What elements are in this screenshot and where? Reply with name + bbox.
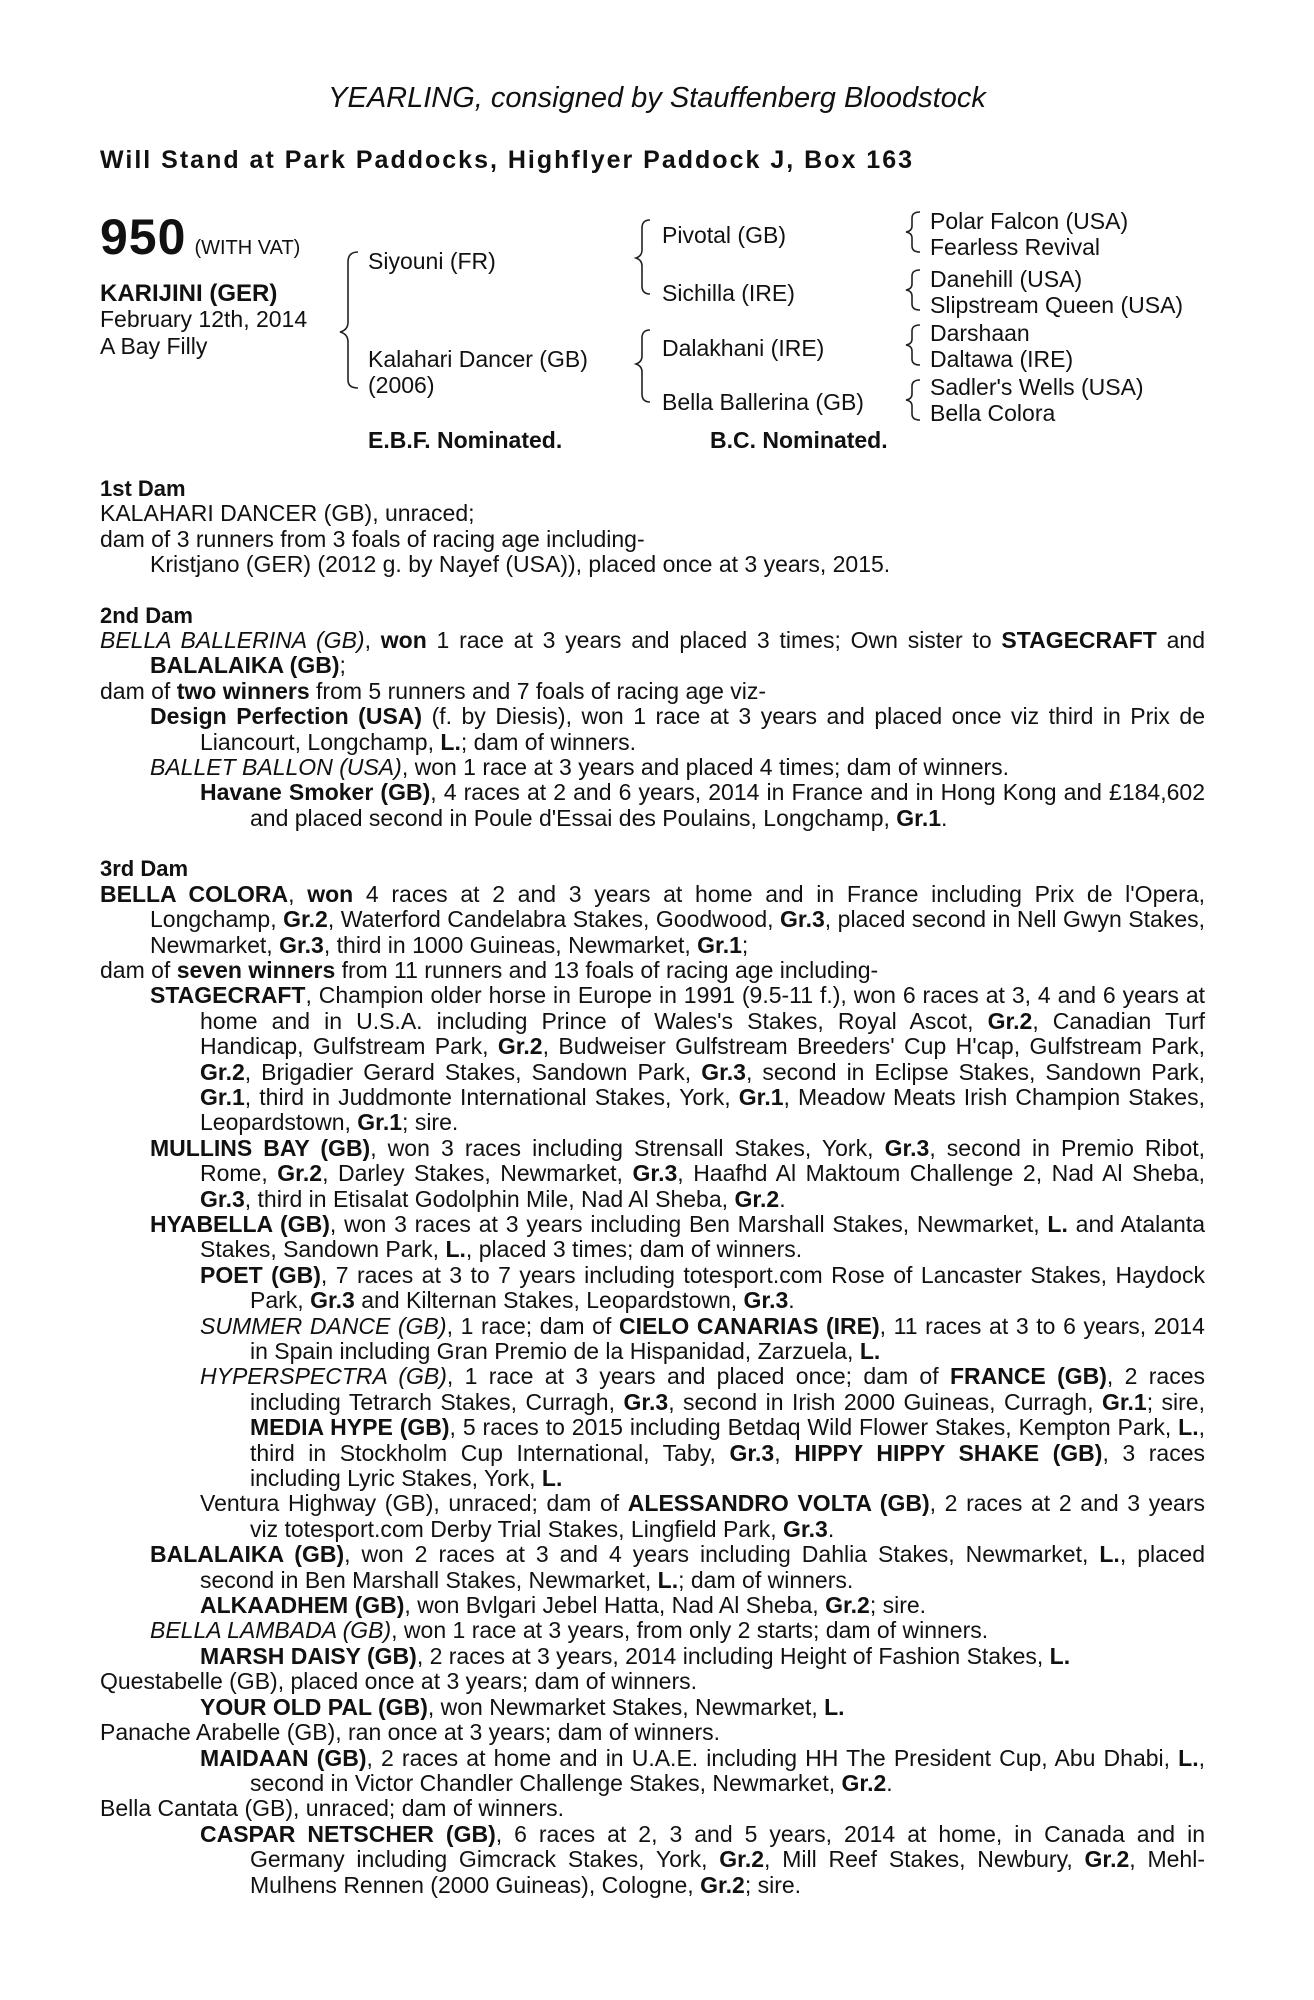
produce-marsh-daisy: MARSH DAISY (GB), 2 races at 3 years, 2014 including Height of Fashion Stakes, L. xyxy=(200,1642,1071,1669)
produce-balalaika: BALALAIKA (GB), won 2 races at 3 and 4 years including Dahlia Stakes, Newmarket, L., placed second in Ben Marshall Stakes, Newmarket, L.; dam of winners. xyxy=(150,1541,1205,1593)
dam-sire-sire: Darshaan xyxy=(930,320,1030,346)
produce-poet: POET (GB), 7 races at 3 to 7 years including totesport.com Rose of Lancaster Stakes, Haydock Park, Gr.3 and Kilternan Stakes, Leopardstown, Gr.3. xyxy=(200,1261,1205,1314)
dam-sire: Dalakhani (IRE) xyxy=(662,335,825,361)
foaling-date: February 12th, 2014 xyxy=(100,306,308,332)
brace-gen3-1 xyxy=(906,212,920,252)
produce-hyperspectra: HYPERSPECTRA (GB), 1 race at 3 years and placed once; dam of FRANCE (GB), 2 races including Tetrarch Stakes, Curragh, Gr.3, second in Irish 2000 Guineas, Curragh, Gr.1; sire, MEDIA HYPE (GB), 5 races to 2015 including Betdaq Wild Flower Stakes, Kempton Park, L., third in Stockholm Cup International, Taby, Gr.3, HIPPY HIPPY SHAKE (GB), 3 races including Lyric Stakes, York, L. xyxy=(200,1363,1205,1492)
lot-number: 950 xyxy=(100,209,187,265)
second-dam-heading: 2nd Dam xyxy=(100,602,193,628)
produce-ventura-highway: Ventura Highway (GB), unraced; dam of ALESSANDRO VOLTA (GB), 2 races at 2 and 3 years viz totesport.com Derby Trial Stakes, Lingfield Park, Gr.3. xyxy=(200,1490,1205,1542)
second-dam-entry: BELLA BALLERINA (GB), won 1 race at 3 years and placed 3 times; Own sister to STAGECRAFT and BALALAIKA (GB); xyxy=(100,627,1206,679)
consignment-line: YEARLING, consigned by Stauffenberg Bloodstock xyxy=(328,82,986,114)
dam-dam-sire: Sadler's Wells (USA) xyxy=(930,374,1144,400)
produce-mullins-bay: MULLINS BAY (GB), won 3 races including Strensall Stakes, York, Gr.3, second in Premio Ribot, Rome, Gr.2, Darley Stakes, Newmarket, Gr.3, Haafhd Al Maktoum Challenge 2, Nad Al Sheba, Gr.3, third in Etisalat Godolphin Mile, Nad Al Sheba, Gr.2. xyxy=(150,1134,1206,1212)
dam-dam: Bella Ballerina (GB) xyxy=(662,389,864,415)
sire-dam-dam: Slipstream Queen (USA) xyxy=(930,292,1184,318)
produce-maidaan: MAIDAAN (GB), 2 races at home and in U.A.E. including HH The President Cup, Abu Dhabi, L., second in Victor Chandler Challenge Stakes, Newmarket, Gr.2. xyxy=(200,1744,1205,1796)
produce-havane-smoker: Havane Smoker (GB), 4 races at 2 and 6 years, 2014 in France and in Hong Kong and £184,602 and placed second in Poule d'Essai des Poulains, Longchamp, Gr.1. xyxy=(200,779,1205,831)
sire-sire: Pivotal (GB) xyxy=(662,222,786,248)
produce-caspar-netscher: CASPAR NETSCHER (GB), 6 races at 2, 3 and 5 years, 2014 at home, in Canada and in Germany including Gimcrack Stakes, York, Gr.2, Mill Reef Stakes, Newbury, Gr.2, Mehl-Mulhens Rennen (2000 Guineas), Cologne, Gr.2; sire. xyxy=(200,1820,1205,1898)
dam-name: Kalahari Dancer (GB) xyxy=(368,346,588,372)
stand-location: Will Stand at Park Paddocks, Highflyer Paddock J, Box 163 xyxy=(100,146,914,174)
first-dam-line: KALAHARI DANCER (GB), unraced; xyxy=(100,500,475,527)
brace-gen1 xyxy=(340,252,358,388)
produce-bella-cantata: Bella Cantata (GB), unraced; dam of winners. xyxy=(100,1795,565,1822)
produce-panache-arabelle: Panache Arabelle (GB), ran once at 3 years; dam of winners. xyxy=(100,1719,721,1746)
first-dam-heading: 1st Dam xyxy=(100,476,186,501)
sire-sire-dam: Fearless Revival xyxy=(930,234,1100,260)
produce-ballet-ballon: BALLET BALLON (USA), won 1 race at 3 years and placed 4 times; dam of winners. xyxy=(150,754,1010,781)
sire-dam-sire: Danehill (USA) xyxy=(930,266,1083,292)
dam-year: (2006) xyxy=(368,372,435,398)
sire: Siyouni (FR) xyxy=(368,248,496,274)
produce-bella-lambada: BELLA LAMBADA (GB), won 1 race at 3 years, from only 2 starts; dam of winners. xyxy=(150,1617,989,1644)
vat-note: (WITH VAT) xyxy=(194,237,301,259)
produce-summer-dance: SUMMER DANCE (GB), 1 race; dam of CIELO CANARIAS (IRE), 11 races at 3 to 6 years, 2014 in Spain including Gran Premio de la Hispanidad, Zarzuela, L. xyxy=(200,1312,1205,1364)
horse-description: A Bay Filly xyxy=(100,333,208,359)
third-dam-entry: BELLA COLORA, won 4 races at 2 and 3 years at home and in France including Prix de l'Opera, Longchamp, Gr.2, Waterford Candelabra Stakes, Goodwood, Gr.3, placed second in Nell Gwyn Stakes, Newmarket, Gr.3, third in 1000 Guineas, Newmarket, Gr.1; xyxy=(100,880,1205,958)
produce-hyabella: HYABELLA (GB), won 3 races at 3 years including Ben Marshall Stakes, Newmarket, L. and Atalanta Stakes, Sandown Park, L., placed 3 times; dam of winners. xyxy=(150,1210,1205,1263)
brace-gen3-3 xyxy=(906,325,920,365)
produce-stagecraft: STAGECRAFT, Champion older horse in Europe in 1991 (9.5-11 f.), won 6 races at 3, 4 and 6 years at home and in U.S.A. including Prince of Wales's Stakes, Royal Ascot, Gr.2, Canadian Turf Handicap, Gulfstream Park, Gr.2, Budweiser Gulfstream Breeders' Cup H'cap, Gulfstream Park, Gr.2, Brigadier Gerard Stakes, Sandown Park, Gr.3, second in Eclipse Stakes, Sandown Park, Gr.1, third in Juddmonte International Stakes, York, Gr.1, Meadow Meats Irish Champion Stakes, Leopardstown, Gr.1; sire. xyxy=(150,982,1205,1136)
dam-dam-dam: Bella Colora xyxy=(930,400,1056,426)
produce-alkaadhem: ALKAADHEM (GB), won Bvlgari Jebel Hatta, Nad Al Sheba, Gr.2; sire. xyxy=(200,1592,927,1619)
brace-gen3-2 xyxy=(906,270,920,310)
produce-questabelle: Questabelle (GB), placed once at 3 years; dam of winners. xyxy=(100,1668,698,1695)
produce-design-perfection: Design Perfection (USA) (f. by Diesis), won 1 race at 3 years and placed once viz third in Prix de Liancourt, Longchamp, L.; dam of winners. xyxy=(150,703,1205,755)
sire-sire-sire: Polar Falcon (USA) xyxy=(930,208,1129,234)
pedigree-notes xyxy=(100,476,1205,1898)
sire-dam: Sichilla (IRE) xyxy=(662,280,795,306)
third-dam-heading: 3rd Dam xyxy=(100,856,189,882)
second-dam-produce: dam of two winners from 5 runners and 7 foals of racing age viz- xyxy=(100,677,767,704)
brace-gen3-4 xyxy=(906,380,920,420)
produce-your-old-pal: YOUR OLD PAL (GB), won Newmarket Stakes, Newmarket, L. xyxy=(200,1693,845,1720)
ebf-nomination: E.B.F. Nominated. xyxy=(368,427,563,453)
first-dam-produce: dam of 3 runners from 3 foals of racing age including- xyxy=(100,525,645,552)
third-dam-produce: dam of seven winners from 11 runners and 13 foals of racing age including- xyxy=(100,956,879,983)
first-dam-foal: Kristjano (GER) (2012 g. by Nayef (USA)), placed once at 3 years, 2015. xyxy=(150,551,891,578)
dam-sire-dam: Daltawa (IRE) xyxy=(930,346,1074,372)
brace-gen2-dam xyxy=(636,330,650,402)
brace-gen2-sire xyxy=(636,220,650,294)
horse-name: KARIJINI (GER) xyxy=(100,280,278,307)
bc-nomination: B.C. Nominated. xyxy=(710,427,888,453)
